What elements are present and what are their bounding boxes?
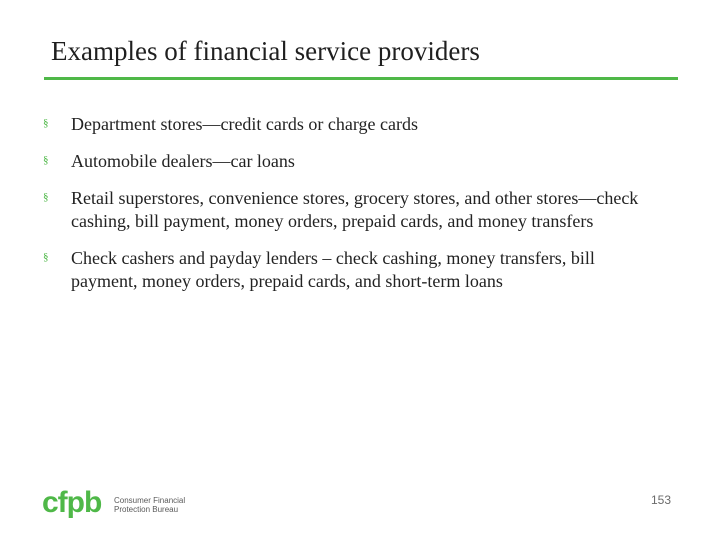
bullet-marker-icon: § <box>43 154 49 166</box>
bullet-marker-icon: § <box>43 117 49 129</box>
bullet-text: Department stores—credit cards or charge cards <box>71 114 419 134</box>
bullet-item-check-cashers <box>43 247 663 293</box>
bullet-list <box>43 113 663 307</box>
logo-line-2: Protection Bureau <box>114 505 179 514</box>
page-number: 153 <box>650 493 671 507</box>
bullet-item-automobile-dealers <box>43 150 663 173</box>
cfpb-logo-mark: cfpb <box>42 486 102 519</box>
bullet-marker-icon: § <box>43 251 49 263</box>
title-underline <box>44 77 678 80</box>
bullet-text: Retail superstores, convenience stores, grocery stores, and other stores—check cashing, bill payment, money orders, prepaid cards, and money transfers <box>71 188 639 231</box>
slide-title: Examples of financial service providers <box>51 36 480 66</box>
logo-line-1: Consumer Financial <box>114 496 186 505</box>
bullet-marker-icon: § <box>43 191 49 203</box>
bullet-item-retail-superstores <box>43 187 663 233</box>
bullet-text: Automobile dealers—car loans <box>71 151 295 171</box>
bullet-item-department-stores <box>43 113 663 136</box>
cfpb-logo-wordmark <box>114 496 185 514</box>
cfpb-logo <box>42 488 202 518</box>
bullet-text: Check cashers and payday lenders – check cashing, money transfers, bill payment, money orders, prepaid cards, and short-term loans <box>71 248 595 291</box>
